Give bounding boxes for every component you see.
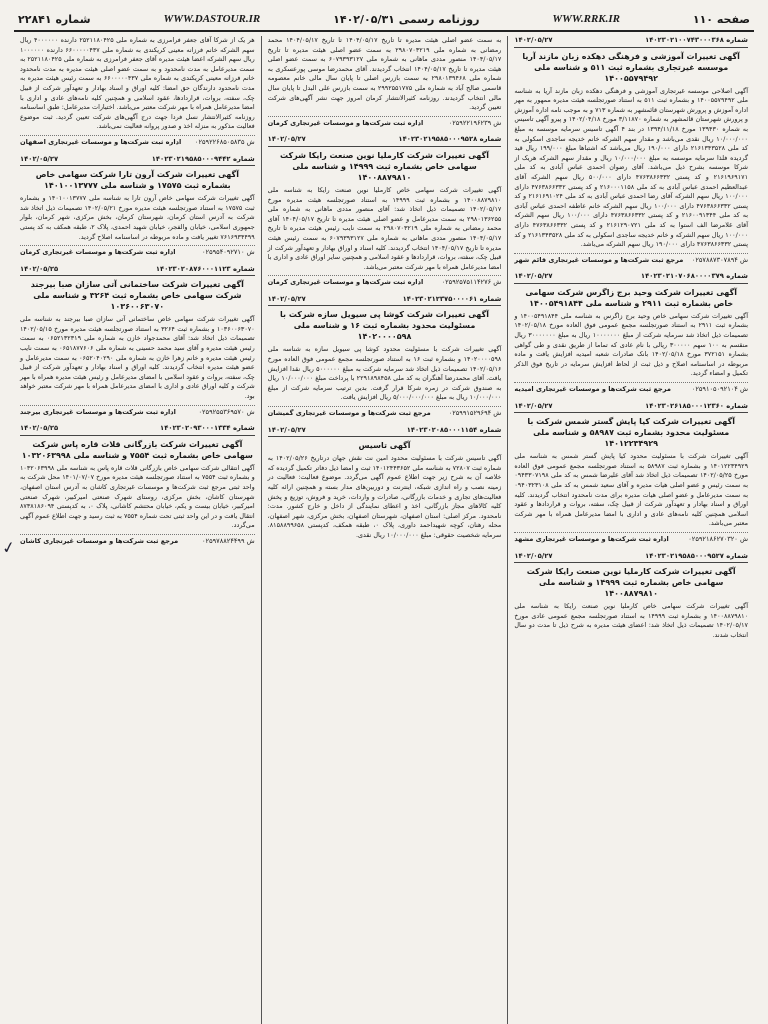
- notice: [514, 552, 748, 641]
- notice-title: آگهی تغییرات شرکت ساختمانی آتی سازان صبا بیرجند شرکت سهامی خاص بشماره ثبت ۳۲۶۴ و شناسه ملی ۱۰۳۶۰۰۶۳۰۷۰: [30, 280, 244, 312]
- notice-title: آگهی تغییرات آموزشی و فرهنگی دهکده زبان مازند آریا موسسه غیرتجاری بشماره ثبت ۵۱۱ و شناسه ملی ۱۴۰۰۵۵۷۹۴۹۲: [522, 51, 740, 83]
- notice-office: مرجع ثبت شرکت‌ها و موسسات غیرتجاری گمیشان: [267, 409, 431, 418]
- notice: [20, 265, 255, 418]
- notice-date: ۱۴۰۲/۰۵/۲۷: [267, 425, 306, 434]
- notice-title: آگهی تغییرات شرکت وحید برج زاگرس شرکت سهامی خاص بشماره ثبت ۲۹۱۱ و شناسه ملی ۱۴۰۰۵۴۹۱۸۴۴: [525, 287, 737, 308]
- issue-number: شماره ۲۲۸۴۱: [18, 12, 91, 26]
- notice-office: اداره ثبت شرکت‌ها و موسسات غیرتجاری بیرجند: [20, 407, 176, 416]
- columns: [14, 36, 754, 1024]
- notice: [20, 155, 255, 258]
- notice-number: شماره ۱۴۰۲۳۰۲۱۰۰۷۴۳۰۰۰۳۶۸: [645, 36, 748, 44]
- notice-date: ۱۴۰۲/۰۵/۲۵: [20, 424, 59, 433]
- notice-code: ش ۰۲۵۹۹۱۵۲۹۶۹۴: [448, 409, 502, 418]
- notice: [20, 424, 255, 546]
- notice-body: به سمت عضو اصلی هیئت مدیره تا تاریخ ۱۴۰۴/۰۵/۱۷ تا تاریخ ۱۴۰۴/۰۵/۱۷ محمد رمضانی به شماره ملی ۲۹۸۰۷۰۳۲۱۹ به سمت عضو اصلی هیئت مدیره تا تاریخ ۱۴۰۴/۰۵/۱۷ منصور مددی ماهانی به شماره ملی ۶۰۷۹۳۹۳۱۲۷ به سمت عضو اصلی هیئت مدیره تا تاریخ ۱۴۰۴/۰۵/۱۷ انتخاب گردیدند. آقای محمدرضا موسی پورعسکری به شماره ملی ۲۹۸۰۱۳۹۴۶۸ به سمت بازرس اصلی تا پایان سال مالی خانم معصومه قاسمی صالح آباد به شماره ملی ۲۹۹۲۵۵۱۷۷۵ به سمت بازرس علی البدل تا پایان سال مالی انتخاب گردیدند. روزنامه کثیرالانتشار کرمان امروز جهت نشر آگهی‌های شرکت تعیین گردید.: [267, 36, 502, 112]
- notice-body: آگهی تاسیس شرکت با مسئولیت محدود امین نت نقش جهان درتاریخ ۱۴۰۲/۰۵/۲۶ به شماره ثبت ۷۲۸۰۷ به شناسه ملی ۱۴۰۱۲۴۴۳۶۵۲ ثبت و امضا ذیل دفاتر تکمیل گردیده که خلاصه آن به شرح زیر جهت اطلاع عموم آگهی می‌گردد. موضوع فعالیت: فعالیت در زمینه نصب و راه اندازی شبکه، اینترنت و دوربین‌های مدار بسته و همچنین ارائه کلیه فعالیت‌های تجاری و خدمات بازرگانی، صادرات و واردات، خرید و فروش، توزیع و پخش کلیه کالاهای مجاز بازرگانی، اخذ و اعطای نمایندگی از داخل و خارج کشور. مدت: نامحدود. مرکز اصلی: استان اصفهان، شهرستان اصفهان، بخش مرکزی، شهر اصفهان، محله رهنان، کوچه شهیداحمد داوری، پلاک ۰، طبقه همکف، کدپستی ۸۱۵۸۸۹۹۶۵۸. سرمایه شخصیت حقوقی: مبلغ ۱۰/۰۰۰/۰۰۰ ریال نقدی.: [267, 454, 502, 539]
- notice-date: ۱۴۰۲/۰۵/۲۵: [20, 264, 59, 273]
- notice-office: اداره ثبت شرکت‌ها و موسسات غیرتجاری اصفهان: [20, 137, 182, 146]
- site-url-dastour[interactable]: WWW.DASTOUR.IR: [163, 13, 261, 25]
- notice-date: ۱۴۰۲/۰۵/۲۷: [514, 401, 553, 410]
- notice-title: آگهی تغییرات شرکت کارملیا نوین صنعت رایکا شرکت سهامی خاص بشماره ثبت ۱۴۹۹۹ و شناسه ملی ۱۴۰۰۸۸۷۹۸۱۰: [280, 150, 489, 182]
- notice-office: اداره ثبت شرکت‌ها و موسسات غیرتجاری کرمان: [267, 278, 424, 287]
- notice-body: آگهی تغییرات شرکت سهامی خاص کارملیا نوین صنعت رایکا به شناسه ملی ۱۴۰۰۸۸۷۹۸۱۰ و بشماره ثبت ۱۴۹۹۹ به استناد صورتجلسه هیئت مدیره مورخ ۱۴۰۲/۰۵/۱۷ تصمیمات ذیل اتخاذ شد: آقای منصور مددی ماهانی به شماره ملی ۲۹۸۰۱۳۶۲۵۵ به سمت مدیرعامل و عضو اصلی هیئت مدیره تا تاریخ ۱۴۰۴/۰۵/۱۷ آقای محمد رمضانی به شماره ملی ۲۹۸۰۷۰۳۲۱۹ به سمت نایب رئیس هیئت مدیره تا تاریخ ۱۴۰۴/۰۵/۱۷ منصور مددی ماهانی به شماره ملی ۶۰۷۹۳۹۳۱۲۷ به سمت رئیس هیئت مدیره تا تاریخ ۱۴۰۴/۰۵/۱۷ انتخاب گردیدند. کلیه اسناد و اوراق بهادار و تعهدآور شرکت از قبیل چک، سفته، بروات، قراردادها و عقود اسلامی و همچنین سایر اوراق عادی و اداری با امضا مدیرعامل همراه با مهر شرکت معتبر می‌باشد.: [267, 185, 502, 271]
- notice-code: ش ۰۲۵۹۷۸۸۲۴۴۹۹: [202, 536, 255, 545]
- notice-number: شماره ۱۴۰۲۳۰۲۱۹۵۸۵۰۰۰۹۵۲۸: [398, 135, 502, 144]
- notice-office: اداره ثبت شرکت‌ها و موسسات غیرتجاری کرمان: [20, 248, 176, 257]
- notice-code: ش ۰۲۵۹۲۱۸۶۲۷۰۳۲۰: [688, 534, 748, 543]
- column-2: [261, 36, 508, 1024]
- notice-date: ۱۴۰۲/۰۵/۲۷: [20, 154, 59, 163]
- notice-body: آگهی تغییرات شرکت با مسئولیت محدود کیا پایش گستر شمس به شناسه ملی ۱۴۰۱۲۲۳۴۹۲۹ و بشماره ثبت ۵۸۹۸۷ به استناد صورتجلسه مجمع عمومی فوق العاده مورخ ۱۴۰۲/۰۵/۲۵ تصمیمات ذیل اتخاذ شد آقای علیرضا شمس به کد ملی ۰۹۴۳۳۰۷۱۹۸ به سمت رئیس و عضو اصلی هیات مدیره و آقای سعید شمس به کد ملی ۰۹۴۰۳۲۳۱۰۸ به سمت مدیرعامل و عضو اصلی هیات مدیره برای مدت نامحدود انتخاب گردیدند. کلیه اوراق و اسناد بهادار و تعهدآور شرکت از قبیل چک، سفته، بروات و قراردادها و عقود اسلامی همچنین کلیه نامه‌های عادی و اداری با امضا مدیرعامل همراه با مهر شرکت معتبر می‌باشد.: [514, 452, 749, 528]
- notice-body: آگهی تغییرات شرکت سهامی خاص کارملیا نوین صنعت رایکا به شناسه ملی ۱۴۰۰۸۸۷۹۸۱۰ و بشماره ثبت ۱۴۹۹۹ به استناد صورتجلسه مجمع عمومی عادی مورخ ۱۴۰۲/۰۵/۱۷ تصمیمات ذیل اتخاذ شد: اعضای هیئت مدیره به شرح ذیل تا مدت دو سال انتخاب شدند.: [514, 602, 749, 639]
- notice-office: اداره ثبت شرکت‌ها و موسسات غیرتجاری مشهد: [514, 534, 669, 543]
- column-1: [507, 36, 754, 1024]
- notice-office: مرجع ثبت شرکت‌ها و موسسات غیرتجاری قائم شهر: [514, 255, 684, 264]
- checkmark-icon: ✓: [0, 536, 17, 559]
- notice-code: ش ۰۲۵۹۲۲۱۹۶۲۳۹: [448, 118, 502, 127]
- paper-date: روزنامه رسمی ۱۴۰۲/۰۵/۳۱: [333, 12, 480, 26]
- notice-title: آگهی تغییرات شرکت کوشا پی سیویل سازه شرکت با مسئولیت محدود بشماره ثبت ۱۶ و شناسه ملی ۱۴۰۲۰۰۰۰۵۹۸: [280, 310, 489, 342]
- notice-body: آگهی تغییرات شرکت سهامی خاص وحید برج زاگرس به شناسه ملی ۱۴۰۰۵۴۹۱۸۴۴ و بشماره ثبت ۲۹۱۱ به استناد صورتجلسه مجمع عمومی فوق العاده مورخ ۱۴۰۲/۰۵/۱۸ تصمیمات ذیل اتخاذ شد سرمایه شرکت از مبلغ ۱۰۰۰۰۰۰۰ ریال به مبلغ ۳۰۰۰۰۰۰۰ ریال منقسم به ۱۰۰ سهم ۳۰۰۰۰۰ ریالی با نام عادی که تماما از طریق نقدی و طی گواهی بشماره ۳۷۲۱۵۱ مورخ ۱۴۰۲/۰۵/۱۸ بانک صادرات شعبه امیدیه افزایش یافت و ماده مربوطه در اساسنامه اصلاح و ذیل ثبت از لحاظ افزایش سرمایه در تاریخ فوق الذکر تکمیل و امضاء گردید.: [514, 311, 748, 378]
- notice-body: آگهی اصلاحی موسسه غیرتجاری آموزشی و فرهنگی دهکده زبان مازند آریا به شناسه ملی ۱۴۰۰۵۵۷۹۴۹۲ و بشماره ثبت ۵۱۱ به استناد صورتجلسه هیئت مدیره ممهور به مهر اداره آموزش و پرورش شهرستان قائمشهر به شماره ۷۱۳ و به موجب نامه اداره آموزش و پرورش شهرستان قائمشهر به شماره ۳/۱۱۸۷۰ مورخ ۱۴۰۲/۰۴/۱۸ و پیرو آگهی تاسیس به شماره ۱۳۹۴۳۰ مورخ ۱۳۹۴/۱۱/۱۸ در بند ۴ آگهی تاسیس سرمایه موسسه به مبلغ ۱۰/۰۰۰/۰۰۰ ریال نقدی می‌باشد و مقدار سهم الشرکه خانم خدیجه ساجدی اسکولی به کد ملی ۲۱۶۱۳۴۳۵۲۸ دارای ۱۹۰/۰۰۰ ریال می‌باشد که اشتباها مبلغ ۱۹۹/۰۰۰ ریال قید گردیده فلذا سرمایه موسسه به مبلغ ۱۰/۰۰۰/۰۰۰ ریال و مقدار سهم الشرکه هریک از شرکا موسسه بشرح ذیل می‌باشد. آقای رضوان احمدی عباس آبادی به کد ملی ۲۱۶۱۹۶۹۱۷۱ و کد پستی ۴۷۶۳۸۶۶۳۳۲ دارای ۵۰۰/۰۰۰ ریال سهم الشرکه آقای عبدالعظیم احمدی عباس آبادی به کد ملی ۲۱۶۰۰۰۱۱۵۸ و کد پستی ۴۷۶۳۸۶۶۳۳۲ دارای ۱۰۰/۰۰۰ ریال سهم الشرکه آقای رضا احمدی عباس آبادی به کد ملی ۲۱۶۱۶۹۱۰۲۴ و کد پستی ۴۷۶۳۸۶۶۳۳۲ دارای ۱۰۰/۰۰۰ ریال سهم الشرکه خانم عاطفه احمدی عباس آبادی به کد ملی ۲۱۶۰۰۹۱۳۴۴ و کد پستی ۴۷۶۳۸۶۶۳۳۲ دارای ۱۰۰/۰۰۰ ریال سهم الشرکه آقای غلامرضا الف استوا به کد ملی ۲۱۶۱۲۹۰۷۲۱ و کد پستی ۴۷۶۳۸۶۶۳۳۲ دارای ۱۰۰/۰۰۰ ریال سهم الشرکه و خانم خدیجه ساجدی اسکولی به کد ملی ۲۱۶۱۳۴۳۵۲۸ و کد پستی ۴۷۶۳۸۶۶۳۳۲ دارای ۱۹۰/۰۰۰ ریال سهم الشرکه می‌باشد.: [514, 86, 749, 249]
- notice: [268, 295, 502, 419]
- notice-number: شماره ۱۴۰۲۳۰۲۰۸۷۶۰۰۰۱۱۲۳: [155, 264, 255, 273]
- notice-code: ش ۰۲۵۷۸۸۷۳۰۷۸۹۴: [691, 255, 748, 264]
- notice-title: آگهی تغییرات شرکت آرون تارا شرکت سهامی خاص بشماره ثبت ۱۷۵۷۵ و شناسه ملی ۱۴۰۱۰۰۱۳۷۷۷: [35, 170, 239, 191]
- page-number: صفحه ۱۱۰: [692, 12, 750, 26]
- notice: [514, 36, 748, 265]
- notice: [268, 135, 502, 288]
- notice-code: ش ۰۲۵۹۲۲۶۸۵۰۵۸۳۵: [194, 137, 255, 146]
- notice-body: آگهی انتقالی شرکت سهامی خاص بازرگانی قلات قاره پاس به شناسه ملی ۱۰۳۲۰۶۳۹۹۸ و بشماره ثبت ۷۵۵۴ به استناد صورتجلسه هیئت مدیره مورخ ۱۴۰۱/۰۷/۰۷ محل شرکت به واحد ثبتی مرجع ثبت شرکت‌ها و موسسات غیرتجاری کاشان به آدرس استان اصفهان، شهرستان کاشان، بخش مرکزی، روستای شهرک صنعتی امیرکبیر، شهرک صنعتی امیرکبیر، خیابان بیست و یکم، خیابان محتشم کاشانی، پلاک ۰، به کدپستی ۸۷۳۸۱۸۶۰۹۴ انتقال یافت و در این واحد ثبتی تحت شماره ۷۵۵۴ به ثبت رسید و جهت اطلاع عموم آگهی می‌گردد.: [20, 463, 255, 530]
- notice-office: مرجع ثبت شرکت‌ها و موسسات غیرتجاری کاشان: [20, 536, 179, 545]
- notice-body: آگهی تغییرات شرکت با مسئولیت محدود کوشا پی سیویل سازه به شناسه ملی ۱۴۰۲۰۰۰۰۵۹۸ و بشماره ثبت ۱۶ به استناد صورتجلسه مجمع عمومی فوق العاده مورخ ۱۴۰۲/۰۵/۱۶ تصمیمات ذیل اتخاذ شد سرمایه شرکت به مبلغ ۵۰۰۰۰۰۰ ریال نقدا افزایش یافت. آقای محمدرضا آهنگران به کد ملی ۲۲۹۱۸۹۸۴۵۸ با پرداخت مبلغ ۱۰/۰۰۰/۰۰۰ ریال به صندوق شرکت در زمره شرکا قرار گرفت. بدین ترتیب سرمایه شرکت از مبلغ ۱۰/۰۰۰/۰۰۰ ریال به مبلغ ۵/۰۰۰/۰۰۰/۰۰۰ ریال افزایش یافت.: [267, 345, 502, 402]
- notice-number: شماره ۱۴۰۲۳۰۲۱۹۵۸۵۰۰۰۹۴۴۲: [151, 154, 255, 163]
- notice-number: شماره ۱۴۰۲۳۰۲۱۹۵۸۵۰۰۰۹۵۲۷: [645, 551, 748, 560]
- column-3: [14, 36, 261, 1024]
- notice-number: شماره ۱۴۰۲۳۰۲۰۸۵۰۰۰۱۱۵۴: [406, 425, 502, 434]
- notice-body: آگهی تغییرات شرکت سهامی خاص آرون تارا به شناسه ملی ۱۴۰۱۰۰۱۳۷۷۷ و بشماره ثبت ۱۷۵۷۵ به استناد صورتجلسه هیئت مدیره مورخ ۱۴۰۲/۰۵/۲۱ تصمیمات ذیل اتخاذ شد شرکت به آدرس استان کرمان، شهرستان کرمان، بخش مرکزی، شهر کرمان، بلوار جمهوری اسلامی، خیابان والفجر، خیابان شهید احمدی، پلاک ۲، طبقه همکف به کد پستی ۷۶۱۶۹۳۴۴۹۹ تغییر یافت و ماده مربوطه در اساسنامه اصلاح گردید.: [20, 194, 255, 241]
- notice-office: مرجع ثبت شرکت‌ها و موسسات غیرتجاری امیدیه: [514, 385, 671, 394]
- notice-number: شماره ۱۴۰۲۳۰۲۱۰۷۰۶۸۰۰۰۰۳۷۹: [640, 272, 748, 281]
- notice-title: آگهی تغییرات شرکت کیا پایش گستر شمس شرکت با مسئولیت محدود بشماره ثبت ۵۸۹۸۷ و شناسه ملی ۱۴۰۱۲۲۳۴۹۲۹: [527, 417, 735, 449]
- notice-date: ۱۴۰۲/۰۵/۲۷: [514, 551, 553, 560]
- notice-continued: [268, 36, 502, 128]
- notice: [514, 272, 748, 394]
- notice-number: شماره ۱۴۰۲۳۰۲۶۱۸۵۰۰۰۱۲۳۶۰: [645, 401, 748, 410]
- notice-number: شماره ۱۴۰۲۳۰۲۱۲۳۷۵۰۰۰۰۶۱: [402, 294, 502, 303]
- notice-office: اداره ثبت شرکت‌ها و موسسات غیرتجاری کرمان: [267, 118, 424, 127]
- notice-body: آگهی تغییرات شرکت سهامی خاص ساختمانی آتی سازان صبا بیرجند به شناسه ملی ۱۰۳۶۰۰۶۳۰۷۰ و بشماره ثبت ۳۲۶۴ به استناد صورتجلسه هیئت مدیره مورخ ۱۴۰۲/۰۵/۱۵ تصمیمات ذیل اتخاذ شد: آقای محمدجواد خازن به شماره ملی ۰۶۵۲۱۳۲۳۱۹ به سمت رئیس هیئت مدیره و آقای سید محمد حسینی به شماره ملی ۰۶۵۱۸۷۷۶۰۶ به سمت نایب رئیس هیئت مدیره و خانم زهرا خازن به شماره ملی ۰۶۵۲۰۴۰۲۹۰ به سمت مدیرعامل و عضو هیئت مدیره انتخاب گردیدند. کلیه اوراق و اسناد بهادار و تعهدآور شرکت از قبیل چک، سفته، بروات و عقود اسلامی با امضای مدیرعامل و رئیس هیئت مدیره همراه با مهر شرکت و کلیه اوراق عادی و اداری با امضای مدیرعامل همراه با مهر شرکت معتبر خواهد بود.: [20, 315, 255, 401]
- site-url-rrk[interactable]: WWW.RRK.IR: [552, 13, 620, 25]
- page-header: [14, 8, 754, 32]
- notice-title: آگهی تغییرات شرکت کارملیا نوین صنعت رایکا شرکت سهامی خاص بشماره ثبت ۱۴۹۹۹ و شناسه ملی ۱۴۰۰۸۸۷۹۸۱۰: [526, 567, 736, 599]
- notice-continued: [20, 36, 255, 148]
- notice-date: ۱۴۰۲/۰۵/۲۷: [514, 272, 553, 281]
- notice-title: آگهی تاسیس: [358, 441, 411, 451]
- notice-code: ش ۰۲۵۹۲۵۵۳۶۹۵۷۰: [198, 407, 255, 416]
- notice-code: ش ۰۲۵۹۲۵۷۵۱۱۴۲۷۶: [441, 278, 502, 287]
- notice-code: ش ۰۲۵۹۱۰۵۰۹۲۱۰۴: [691, 385, 748, 394]
- notice-number: شماره ۱۴۰۲۳۰۲۰۹۳۰۰۰۱۳۳۴: [160, 424, 255, 433]
- notice-date: ۱۴۰۲/۰۵/۲۷: [267, 294, 306, 303]
- notice-date: ۱۴۰۲/۰۵/۲۷: [514, 36, 553, 44]
- notice: [514, 402, 748, 545]
- notice-code: ش ۰۲۵۹۵۴۰۹۲۷۱۰: [202, 248, 255, 257]
- notice-date: ۱۴۰۲/۰۵/۲۷: [267, 135, 306, 144]
- notice-body: هر یک از شرکا آقای جعفر فرامرزی به شماره ملی ۲۵۲۱۱۸۰۴۲۵ دارنده ۴۰۰۰۰۰۰ ریال سهم الشرکه خانم فرزانه معینی کریکندی به شماره ملی ۶۶۰۰۰۰۰۴۳۷ دارنده ۱۰۰۰۰۰۰ ریال سهم الشرکه اعضا هیئت مدیره آقای جعفر فرامرزی به شماره ملی ۲۵۲۱۱۸۰۴۲۵ به سمت مدیرعامل به مدت نامحدود و به سمت عضو اصلی هیئت مدیره به مدت نامحدود خانم فرزانه معینی کریکندی به شماره ملی ۶۶۰۰۰۰۰۴۳۷ به سمت رئیس هیئت مدیره به مدت نامحدود دارندگان حق امضا: کلیه اوراق و اسناد بهادار و تعهدآور شرکت از قبیل چک، سفته، بروات، قراردادها، عقود اسلامی و همچنین کلیه نامه‌های عادی و اداری با امضا مدیرعامل همراه با مهر شرکت معتبر می‌باشد. اختیارات مدیرعامل: طبق اساسنامه روزنامه کثیرالانتشار نسل فردا جهت درج آگهی‌های شرکت تعیین گردید. ثبت موضوع فعالیت مذکور به منزله اخذ و صدور پروانه فعالیت نمی‌باشد.: [20, 36, 255, 131]
- notice: [268, 426, 502, 541]
- notice-title: آگهی تغییرات شرکت بازرگانی قلات قاره پاس شرکت سهامی خاص بشماره ثبت ۷۵۵۴ و شناسه ملی ۱۰۳۲۰۶۳۹۹۸: [21, 439, 253, 460]
